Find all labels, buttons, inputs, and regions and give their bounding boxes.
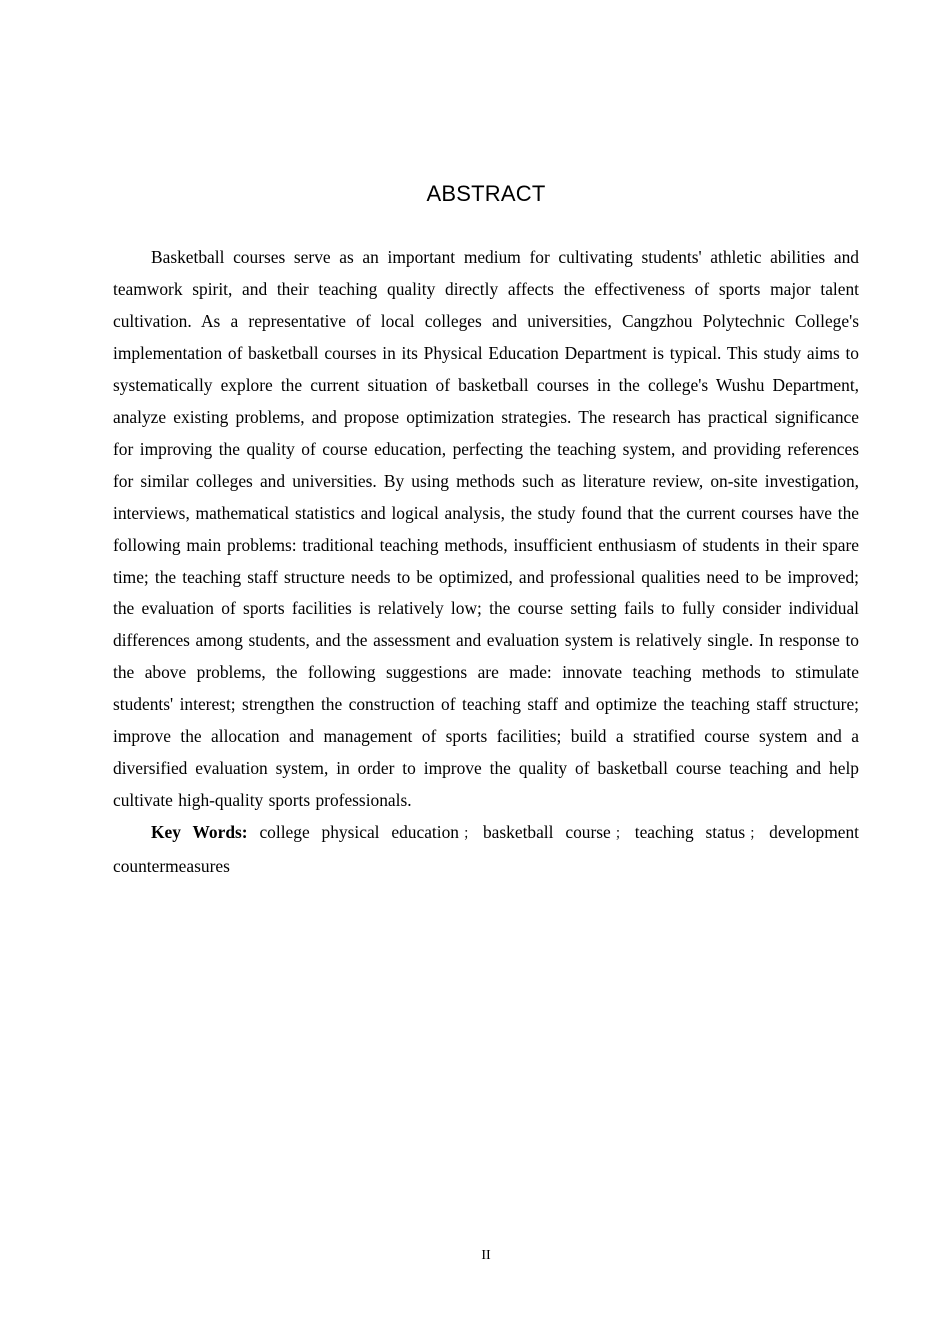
- keyword-separator: ；: [614, 826, 629, 843]
- keyword-item: basketball course: [482, 822, 611, 843]
- page-number: II: [481, 1248, 491, 1263]
- abstract-body: [113, 242, 859, 883]
- keywords-label: Key Words:: [151, 822, 248, 843]
- abstract-title: ABSTRACT: [426, 181, 546, 206]
- keyword-separator: ；: [749, 826, 764, 843]
- keywords-paragraph: [113, 817, 859, 883]
- keyword-item: college physical education: [259, 822, 459, 843]
- keyword-separator: ；: [462, 826, 477, 843]
- keyword-item: development countermeasures: [113, 822, 859, 877]
- abstract-paragraph: Basketball courses serve as an important medium for cultivating students' athletic abilities and teamwork spirit, and their teaching quality directly affects the effectiveness of sports major talent cultivation. As a representative of local colleges and universities, Cangzhou Polytechnic College's implementation of basketball courses in its Physical Education Department is typical. This study aims to systematically explore the current situation of basketball courses in the college's Wushu Department, analyze existing problems, and propose optimization strategies. The research has practical significance for improving the quality of course education, perfecting the teaching system, and providing references for similar colleges and universities. By using methods such as literature review, on-site investigation, interviews, mathematical statistics and logical analysis, the study found that the current courses have the following main problems: traditional teaching methods, insufficient enthusiasm of students in their spare time; the teaching staff structure needs to be optimized, and professional qualities need to be improved; the evaluation of sports facilities is relatively low; the course setting fails to fully consider individual differences among students, and the assessment and evaluation system is relatively single. In response to the above problems, the following suggestions are made: innovate teaching methods to stimulate students' interest; strengthen the construction of teaching staff and optimize the teaching staff structure; improve the allocation and management of sports facilities; build a stratified course system and a diversified evaluation system, in order to improve the quality of basketball course teaching and help cultivate high-quality sports professionals.: [113, 247, 859, 811]
- keyword-item: teaching status: [634, 822, 746, 843]
